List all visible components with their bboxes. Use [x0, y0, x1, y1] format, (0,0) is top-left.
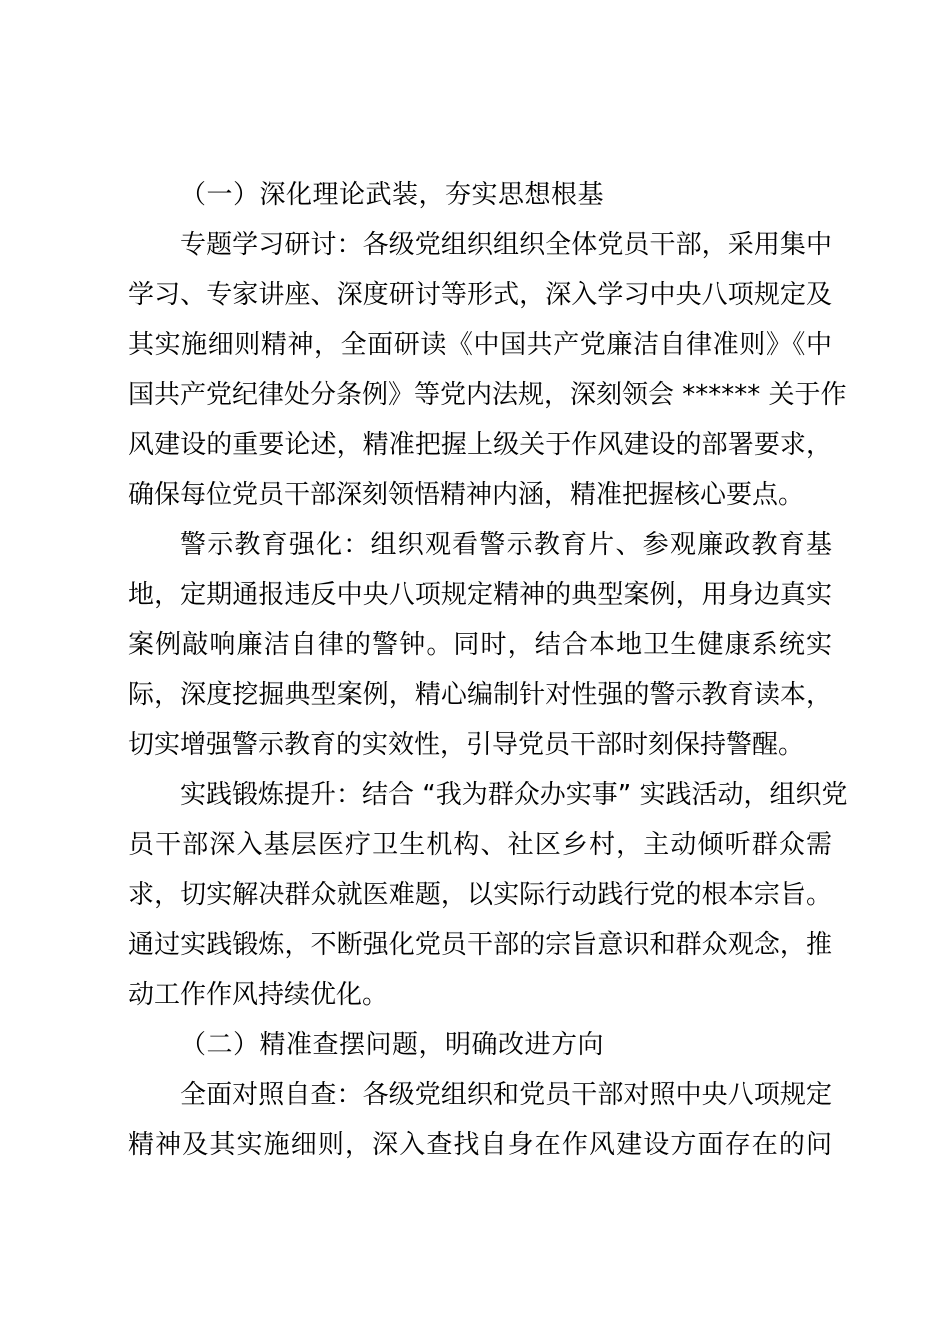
- paragraph-line: 切实增强警示教育的实效性，引导党员干部时刻保持警醒。: [128, 730, 805, 760]
- paragraph-line: 实践锻炼提升：结合 “我为群众办实事” 实践活动，组织党: [180, 780, 848, 810]
- document-body: [128, 170, 848, 1170]
- section-heading-1: （一）深化理论武装，夯实思想根基: [180, 180, 605, 210]
- paragraph-line: 全面对照自查：各级党组织和党员干部对照中央八项规定: [180, 1080, 832, 1110]
- paragraph-line: 精神及其实施细则，深入查找自身在作风建设方面存在的问: [128, 1130, 832, 1160]
- paragraph-line: 学习、专家讲座、深度研讨等形式，深入学习中央八项规定及: [128, 280, 832, 310]
- section-heading-2: （二）精准查摆问题，明确改进方向: [180, 1030, 605, 1060]
- paragraph-self-check: [128, 1070, 832, 1170]
- paragraph-warning-education: [128, 520, 832, 770]
- paragraph-line: 其实施细则精神，全面研读《中国共产党廉洁自律准则》《中: [128, 330, 832, 360]
- paragraph-line: 际，深度挖掘典型案例，精心编制针对性强的警示教育读本，: [128, 680, 832, 710]
- paragraph-line: 警示教育强化：组织观看警示教育片、参观廉政教育基: [180, 530, 832, 560]
- paragraph-line: 地，定期通报违反中央八项规定精神的典型案例，用身边真实: [128, 580, 832, 610]
- paragraph-line: 专题学习研讨：各级党组织组织全体党员干部，采用集中: [180, 230, 832, 260]
- paragraph-line: 通过实践锻炼，不断强化党员干部的宗旨意识和群众观念，推: [128, 930, 832, 960]
- paragraph-line: 确保每位党员干部深刻领悟精神内涵，精准把握核心要点。: [128, 480, 805, 510]
- paragraph-study-discussion: [128, 220, 847, 520]
- paragraph-practice-training: [128, 770, 848, 1020]
- paragraph-line: 国共产党纪律处分条例》等党内法规，深刻领会 ****** 关于作: [128, 380, 847, 410]
- paragraph-line: 员干部深入基层医疗卫生机构、社区乡村，主动倾听群众需: [128, 830, 832, 860]
- paragraph-line: 案例敲响廉洁自律的警钟。同时，结合本地卫生健康系统实: [128, 630, 832, 660]
- paragraph-line: 求，切实解决群众就医难题，以实际行动践行党的根本宗旨。: [128, 880, 832, 910]
- paragraph-line: 动工作作风持续优化。: [128, 980, 389, 1010]
- paragraph-line: 风建设的重要论述，精准把握上级关于作风建设的部署要求，: [128, 430, 832, 460]
